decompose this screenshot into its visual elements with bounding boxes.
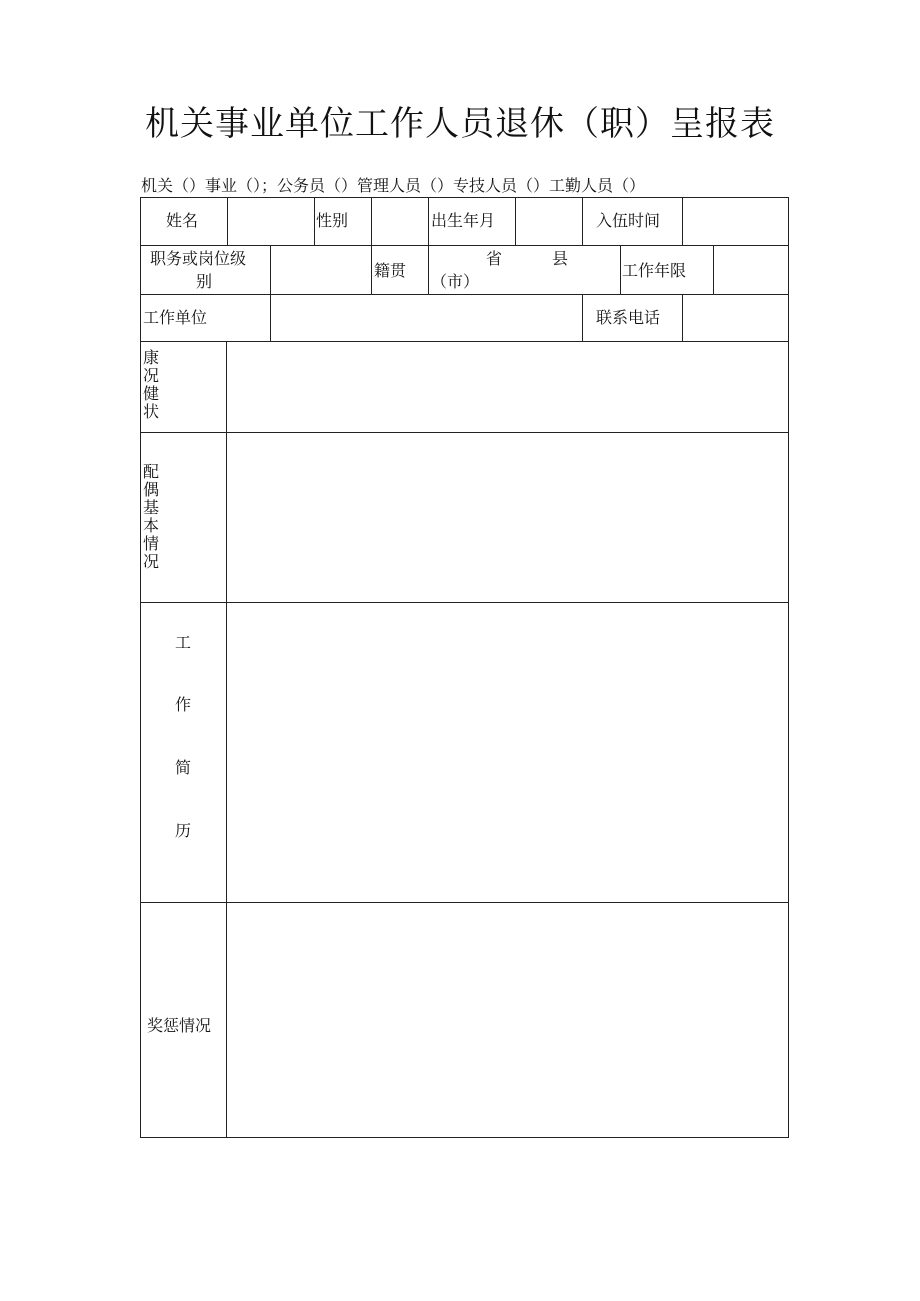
enlist-time-label: 入伍时间 [596,211,661,230]
city-label: （市） [431,272,480,291]
page-title: 机关事业单位工作人员退休（职）呈报表 [145,104,775,144]
row-divider [140,245,789,246]
resume-label-char: 作 [174,695,191,714]
health-label: 康况健状 [143,348,160,421]
col-divider [428,197,429,245]
table-border-left [140,197,141,1138]
resume-label-char: 工 [174,633,191,652]
position-level-label-cont: 别 [196,272,213,291]
col-divider [314,197,315,245]
position-level-label: 职务或岗位级 [150,249,247,268]
col-divider [582,197,583,245]
awards-label: 奖惩情况 [147,1016,212,1035]
native-place-label: 籍贯 [374,261,407,280]
spouse-info-field[interactable] [227,433,788,602]
col-divider [371,245,372,294]
enlist-time-field[interactable] [683,198,788,245]
spouse-info-label: 配偶基本情况 [143,462,160,571]
phone-label: 联系电话 [596,308,661,327]
work-years-field[interactable] [714,246,788,294]
col-divider [582,294,583,341]
category-checklist: 机关（）事业（）；公务员（）管理人员（）专技人员（）工勤人员（） [141,176,646,195]
resume-label-char: 历 [174,821,191,840]
birth-date-label: 出生年月 [431,211,496,230]
table-border-right [788,197,789,1138]
table-border-bottom [140,1137,789,1138]
gender-field[interactable] [372,198,428,245]
workplace-field[interactable] [271,295,582,341]
gender-label: 性别 [316,211,349,230]
phone-field[interactable] [683,295,788,341]
work-resume-field[interactable] [227,603,788,902]
birth-date-field[interactable] [516,198,582,245]
workplace-label: 工作单位 [143,308,208,327]
col-divider [620,245,621,294]
resume-label-char: 简 [174,758,191,777]
county-label: 县 [552,249,569,268]
awards-field[interactable] [227,903,788,1137]
position-level-field[interactable] [271,246,371,294]
health-field[interactable] [227,342,788,432]
name-label: 姓名 [166,211,199,230]
name-field[interactable] [228,198,314,245]
work-years-label: 工作年限 [622,261,687,280]
province-label: 省 [486,249,503,268]
col-divider [428,245,429,294]
